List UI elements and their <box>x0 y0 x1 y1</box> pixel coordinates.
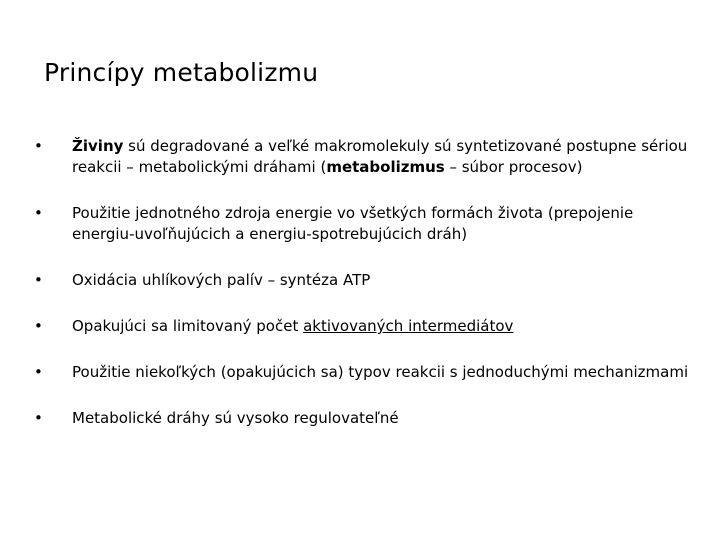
bullet-item-reaction-types <box>0 362 720 383</box>
bullet-marker: • <box>34 409 43 427</box>
bullet-marker: • <box>34 363 43 381</box>
bullet-marker: • <box>34 204 43 222</box>
bullet-item-regulation <box>0 408 720 429</box>
term-nutrients: Živiny <box>72 137 124 155</box>
bullet-marker: • <box>34 271 43 289</box>
bullet-marker: • <box>34 317 43 335</box>
bullet-text: Metabolické dráhy sú vysoko regulovateľné <box>72 409 399 427</box>
bullet-item-intermediates <box>0 316 720 337</box>
bullet-text: Oxidácia uhlíkových palív – syntéza ATP <box>72 271 371 289</box>
bullet-item-energy-source <box>0 203 720 245</box>
bullet-marker: • <box>34 137 43 155</box>
bullet-text: Použitie jednotného zdroja energie vo všetkých formách života (prepojenie energiu-uvoľňujúcich a energiu-spotrebujúcich dráh) <box>72 204 634 243</box>
bullet-list <box>0 136 720 454</box>
term-activated-intermediates: aktivovaných intermediátov <box>303 317 514 335</box>
term-metabolism: metabolizmus <box>326 158 445 176</box>
bullet-text: Opakujúci sa limitovaný počet <box>72 317 304 335</box>
slide-title: Princípy metabolizmu <box>44 58 319 87</box>
bullet-text: Použitie niekoľkých (opakujúcich sa) typov reakcii s jednoduchými mechanizmami <box>72 363 689 381</box>
bullet-item-nutrients <box>0 136 720 178</box>
bullet-text: sú degradované a veľké makromolekuly sú syntetizované postupne sériou reakcii – metabolickými dráhami ( <box>72 137 688 176</box>
bullet-item-oxidation <box>0 270 720 291</box>
bullet-text: – súbor procesov) <box>444 158 583 176</box>
